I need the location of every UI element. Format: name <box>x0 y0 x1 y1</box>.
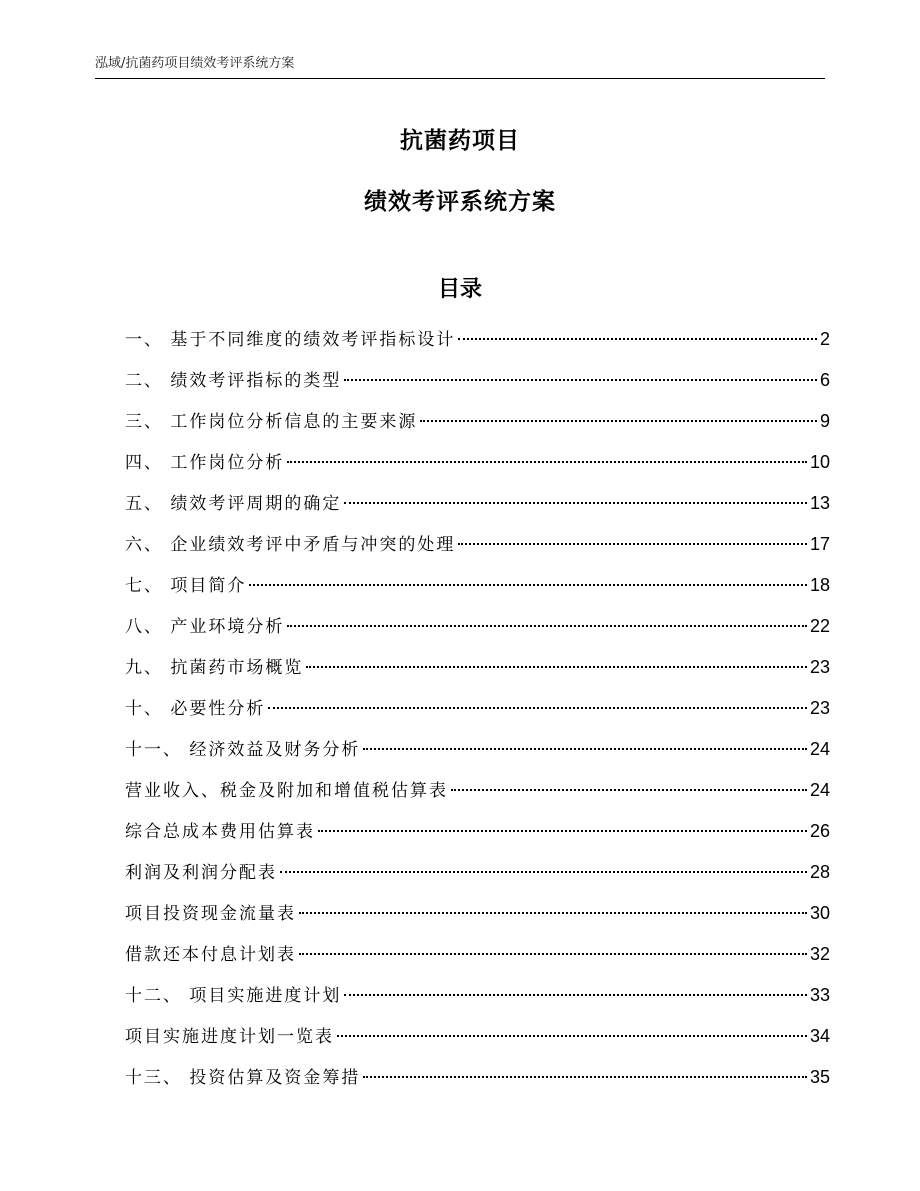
header-rule <box>95 78 825 79</box>
toc-entry[interactable] <box>125 486 830 527</box>
toc-leader-dots <box>268 707 807 709</box>
toc-entry-page: 13 <box>809 493 830 513</box>
toc-leader-dots <box>458 338 817 340</box>
toc-entry-page: 18 <box>809 575 830 595</box>
toc-entry-page: 35 <box>809 1067 830 1087</box>
toc-entry[interactable] <box>125 445 830 486</box>
toc-entry-label: 四、 工作岗位分析 <box>125 453 285 473</box>
toc-entry[interactable] <box>125 404 830 445</box>
toc-entry[interactable] <box>125 1060 830 1101</box>
toc-leader-dots <box>451 789 807 791</box>
toc-entry-page: 30 <box>809 903 830 923</box>
toc-entry-label: 二、 绩效考评指标的类型 <box>125 371 342 391</box>
toc-entry-page: 26 <box>809 821 830 841</box>
toc-entry-page: 24 <box>809 739 830 759</box>
toc-leader-dots <box>299 912 807 914</box>
toc-entry[interactable] <box>125 732 830 773</box>
toc-entry[interactable] <box>125 896 830 937</box>
toc-leader-dots <box>306 666 807 668</box>
toc-entry[interactable] <box>125 568 830 609</box>
title-line-1: 抗菌药项目 <box>400 128 520 154</box>
toc-entry-label: 六、 企业绩效考评中矛盾与冲突的处理 <box>125 535 456 555</box>
toc-entry-label: 项目投资现金流量表 <box>125 904 296 924</box>
toc-leader-dots <box>344 502 807 504</box>
toc-entry-label: 三、 工作岗位分析信息的主要来源 <box>125 412 418 432</box>
toc-entry[interactable] <box>125 527 830 568</box>
toc-entry-label: 十、 必要性分析 <box>125 699 266 719</box>
toc-entry-label: 九、 抗菌药市场概览 <box>125 658 304 678</box>
toc-entry-label: 七、 项目简介 <box>125 576 247 596</box>
toc-entry[interactable] <box>125 650 830 691</box>
toc-leader-dots <box>344 379 817 381</box>
toc-leader-dots <box>420 420 817 422</box>
toc-entry[interactable] <box>125 322 830 363</box>
toc-entry-page: 6 <box>819 370 830 390</box>
toc-leader-dots <box>249 584 807 586</box>
toc-entry[interactable] <box>125 363 830 404</box>
toc-leader-dots <box>287 461 807 463</box>
toc-entry-page: 22 <box>809 616 830 636</box>
toc-entry[interactable] <box>125 609 830 650</box>
toc-leader-dots <box>363 748 807 750</box>
toc-entry-page: 24 <box>809 780 830 800</box>
toc-entry-page: 2 <box>819 329 830 349</box>
toc-entry-label: 一、 基于不同维度的绩效考评指标设计 <box>125 330 456 350</box>
toc-entry[interactable] <box>125 978 830 1019</box>
toc-entry-label: 利润及利润分配表 <box>125 863 277 883</box>
title-line-2: 绩效考评系统方案 <box>364 189 556 215</box>
toc-leader-dots <box>363 1076 807 1078</box>
toc-entry[interactable] <box>125 691 830 732</box>
toc-entry-label: 营业收入、税金及附加和增值税估算表 <box>125 781 448 801</box>
toc-entry-label: 综合总成本费用估算表 <box>125 822 315 842</box>
toc-entry[interactable] <box>125 855 830 896</box>
toc-leader-dots <box>318 830 807 832</box>
toc-entry-page: 23 <box>809 698 830 718</box>
toc-list <box>125 322 830 1101</box>
toc-entry-page: 33 <box>809 985 830 1005</box>
toc-leader-dots <box>337 1035 807 1037</box>
toc-entry-label: 八、 产业环境分析 <box>125 617 285 637</box>
toc-entry[interactable] <box>125 1019 830 1060</box>
toc-entry-page: 9 <box>819 411 830 431</box>
header-text: 泓域/抗菌药项目绩效考评系统方案 <box>95 56 295 71</box>
toc-leader-dots <box>299 953 807 955</box>
toc-entry[interactable] <box>125 814 830 855</box>
toc-leader-dots <box>344 994 807 996</box>
toc-leader-dots <box>458 543 807 545</box>
toc-entry-label: 借款还本付息计划表 <box>125 945 296 965</box>
toc-entry-page: 17 <box>809 534 830 554</box>
toc-entry[interactable] <box>125 937 830 978</box>
toc-entry-page: 23 <box>809 657 830 677</box>
toc-leader-dots <box>287 625 807 627</box>
toc-entry-page: 34 <box>809 1026 830 1046</box>
toc-leader-dots <box>280 871 807 873</box>
toc-entry-label: 十二、 项目实施进度计划 <box>125 986 342 1006</box>
toc-heading: 目录 <box>437 277 482 302</box>
toc-entry-label: 五、 绩效考评周期的确定 <box>125 494 342 514</box>
toc-entry-label: 十一、 经济效益及财务分析 <box>125 740 361 760</box>
toc-entry-page: 28 <box>809 862 830 882</box>
toc-entry-label: 十三、 投资估算及资金筹措 <box>125 1068 361 1088</box>
toc-entry-label: 项目实施进度计划一览表 <box>125 1027 334 1047</box>
toc-entry-page: 32 <box>809 944 830 964</box>
toc-entry-page: 10 <box>809 452 830 472</box>
toc-entry[interactable] <box>125 773 830 814</box>
